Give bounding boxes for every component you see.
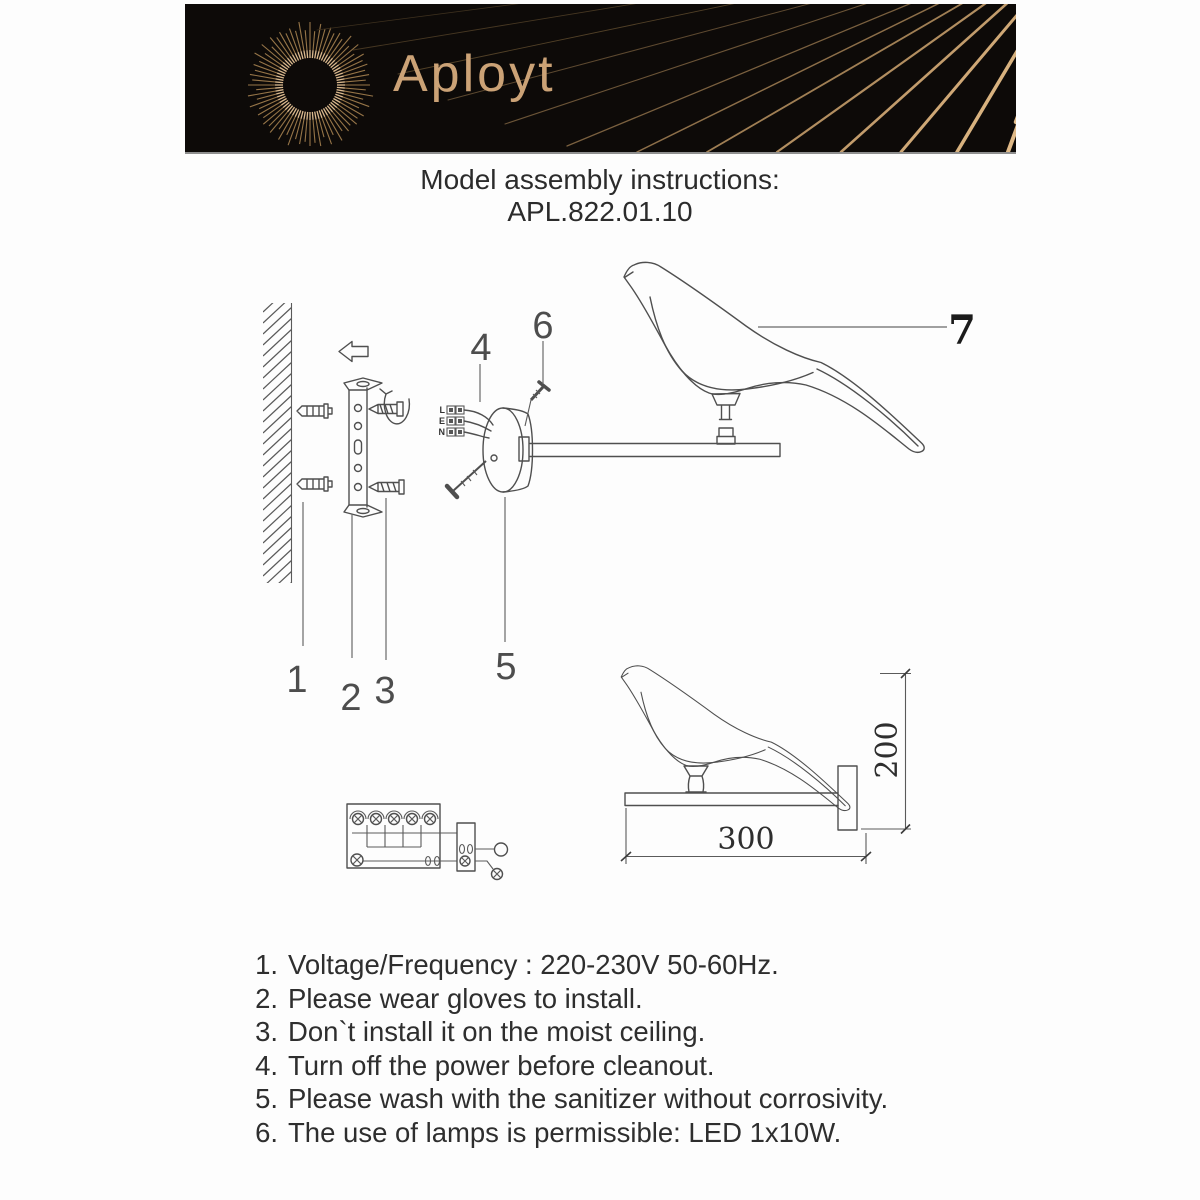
hatch-line (263, 318, 292, 345)
starburst-ray (276, 92, 284, 94)
starburst-ray (252, 80, 275, 82)
wall-anchor-bottom (297, 477, 332, 491)
hatch-line (263, 505, 292, 532)
hatch-line (263, 560, 292, 587)
starburst-ray (317, 51, 319, 59)
assembly-diagram (0, 250, 1200, 900)
hatch-line (263, 329, 292, 356)
instruction-item (230, 982, 888, 1016)
hatch-line (263, 516, 292, 543)
starburst-ray (305, 120, 307, 142)
page-title: Model assembly instructions: (420, 164, 780, 195)
instructions-list (230, 948, 888, 1149)
starburst-ray (319, 110, 322, 118)
starburst-ray (307, 112, 308, 120)
instruction-item (230, 1116, 888, 1150)
wall-anchor-top (297, 404, 332, 418)
model-number: APL.822.01.10 (507, 196, 693, 227)
item-text: Turn off the power before cleanout. (288, 1049, 715, 1081)
part-number-4: 4 (470, 327, 492, 369)
hatch-line (263, 483, 292, 510)
starburst-ray (304, 112, 305, 120)
starburst-ray (304, 51, 305, 59)
starburst-ray (337, 87, 345, 88)
part-number-5: 5 (495, 646, 517, 688)
hatch-line (263, 428, 292, 455)
item-number: 4. (255, 1049, 278, 1081)
item-text: Voltage/Frequency : 220-230V 50-60Hz. (288, 949, 779, 980)
starburst-ray (276, 76, 284, 78)
wall (263, 285, 292, 631)
wires (464, 410, 493, 438)
starburst-ray (254, 64, 277, 73)
starburst-ray (313, 31, 315, 50)
starburst-ray (322, 28, 331, 52)
starburst-ray (289, 29, 298, 52)
starburst-ray (319, 29, 325, 51)
starburst-ray (275, 87, 283, 88)
hatch-line (263, 362, 292, 389)
starburst-ray (313, 120, 315, 143)
item-number: 6. (255, 1116, 278, 1148)
starburst-ray (337, 79, 345, 80)
brand-banner (185, 4, 1016, 154)
bird-pedestal (684, 766, 708, 792)
set-screw (525, 382, 549, 426)
wall-plate (838, 766, 857, 830)
starburst-ray (298, 110, 301, 118)
starburst-ray (337, 90, 345, 91)
instruction-item (230, 948, 888, 982)
hatch-line (263, 450, 292, 477)
terminal-screws (350, 811, 438, 825)
dim-width (621, 808, 871, 864)
starburst-ray (335, 73, 343, 76)
starburst-ray (259, 61, 278, 70)
hatch-line (263, 472, 292, 499)
connector-screw (460, 856, 470, 866)
arm-side-view (625, 793, 838, 806)
hatch-line (263, 461, 292, 488)
hatch-line (263, 406, 292, 433)
starburst-ray (345, 88, 366, 90)
dimension-drawing (621, 666, 911, 864)
starburst-ray (325, 117, 333, 135)
item-text: The use of lamps is permissible: LED 1x10W. (288, 1116, 842, 1148)
starburst-ray (317, 111, 319, 119)
item-number: 1. (255, 949, 278, 980)
terminal-block (439, 405, 465, 437)
starburst-ray (277, 94, 285, 97)
earth-terminal (492, 869, 503, 880)
wiring-diagram (347, 804, 508, 880)
fixing-screw (447, 461, 486, 497)
hatch-line (263, 571, 292, 598)
hatch-line (263, 395, 292, 422)
terminal-label-n: N (438, 427, 445, 437)
bird-lamp-side-view (621, 666, 850, 811)
part-number-3: 3 (374, 670, 396, 712)
mounting-bracket (344, 378, 382, 517)
dim-height-value: 200 (870, 721, 905, 779)
banner-art (185, 4, 1016, 152)
starburst-ray (276, 79, 284, 80)
terminal-screw (368, 811, 384, 825)
hatch-line (263, 384, 292, 411)
item-number: 3. (255, 1016, 278, 1047)
starburst-ray (277, 73, 285, 76)
part-number-1: 1 (286, 659, 308, 701)
dim-width-value: 300 (717, 822, 775, 857)
terminal-screw (386, 811, 402, 825)
starburst-ray (342, 100, 359, 108)
hatch-line (263, 439, 292, 466)
terminal-screw (422, 811, 438, 825)
starburst-ray (259, 100, 278, 109)
instruction-item (230, 1049, 888, 1083)
starburst-ray (298, 52, 301, 60)
starburst-ray (307, 50, 308, 58)
starburst-icon (248, 22, 373, 146)
hatch-line (263, 296, 292, 323)
instruction-item (230, 1015, 888, 1049)
starburst-ray (336, 92, 344, 94)
starburst-ray (337, 82, 345, 83)
screw-with-rotation (369, 389, 409, 424)
item-text: Please wash with the sanitizer without corrosivity. (288, 1083, 889, 1114)
hatch-line (263, 538, 292, 565)
item-number: 5. (255, 1083, 278, 1114)
bird-lamp (624, 262, 924, 452)
starburst-ray (312, 112, 313, 120)
item-text: Don`t install it on the moist ceiling. (288, 1016, 706, 1047)
lamp-arm (530, 444, 780, 457)
terminal-label-l: L (439, 405, 445, 415)
starburst-ray (319, 52, 322, 60)
part-number-2: 2 (340, 677, 362, 719)
hatch-line (263, 549, 292, 576)
item-number: 2. (255, 982, 278, 1014)
hatch-line (263, 340, 292, 367)
instruction-item (230, 1082, 888, 1116)
starburst-ray (276, 90, 284, 91)
hatch-line (263, 604, 292, 631)
hatch-line (263, 307, 292, 334)
starburst-ray (315, 112, 316, 120)
starburst-ray (256, 88, 275, 90)
item-text: Please wear gloves to install. (288, 982, 643, 1014)
hatch-line (263, 285, 292, 312)
hatch-line (263, 494, 292, 521)
starburst-ray (343, 64, 367, 73)
starburst-ray (336, 76, 344, 78)
terminal-screw (404, 811, 420, 825)
starburst-ray (275, 82, 283, 83)
starburst-ray (287, 117, 295, 135)
starburst-ray (301, 111, 303, 119)
hatch-line (263, 417, 292, 444)
dim-height (861, 669, 911, 834)
hatch-line (263, 373, 292, 400)
terminal-screw (350, 811, 366, 825)
starburst-ray (305, 30, 307, 50)
title-block (0, 163, 1200, 227)
brand-name: Aployt (393, 45, 556, 103)
starburst-ray (312, 50, 313, 58)
part-number-6: 6 (532, 305, 554, 347)
starburst-ray (345, 80, 366, 82)
ground-screw (351, 854, 363, 866)
starburst-ray (315, 51, 316, 59)
hatch-line (263, 351, 292, 378)
mounting-screw (369, 480, 404, 494)
part-number-7: 7 (948, 307, 976, 354)
hatch-line (263, 593, 292, 620)
starburst-ray (301, 51, 303, 59)
terminal-label-e: E (438, 416, 445, 426)
lamp-terminal (495, 843, 508, 856)
direction-arrow-icon (339, 342, 368, 362)
hatch-line (263, 527, 292, 554)
starburst-ray (335, 94, 343, 97)
hatch-line (263, 582, 292, 609)
wall-hatching (263, 285, 292, 631)
